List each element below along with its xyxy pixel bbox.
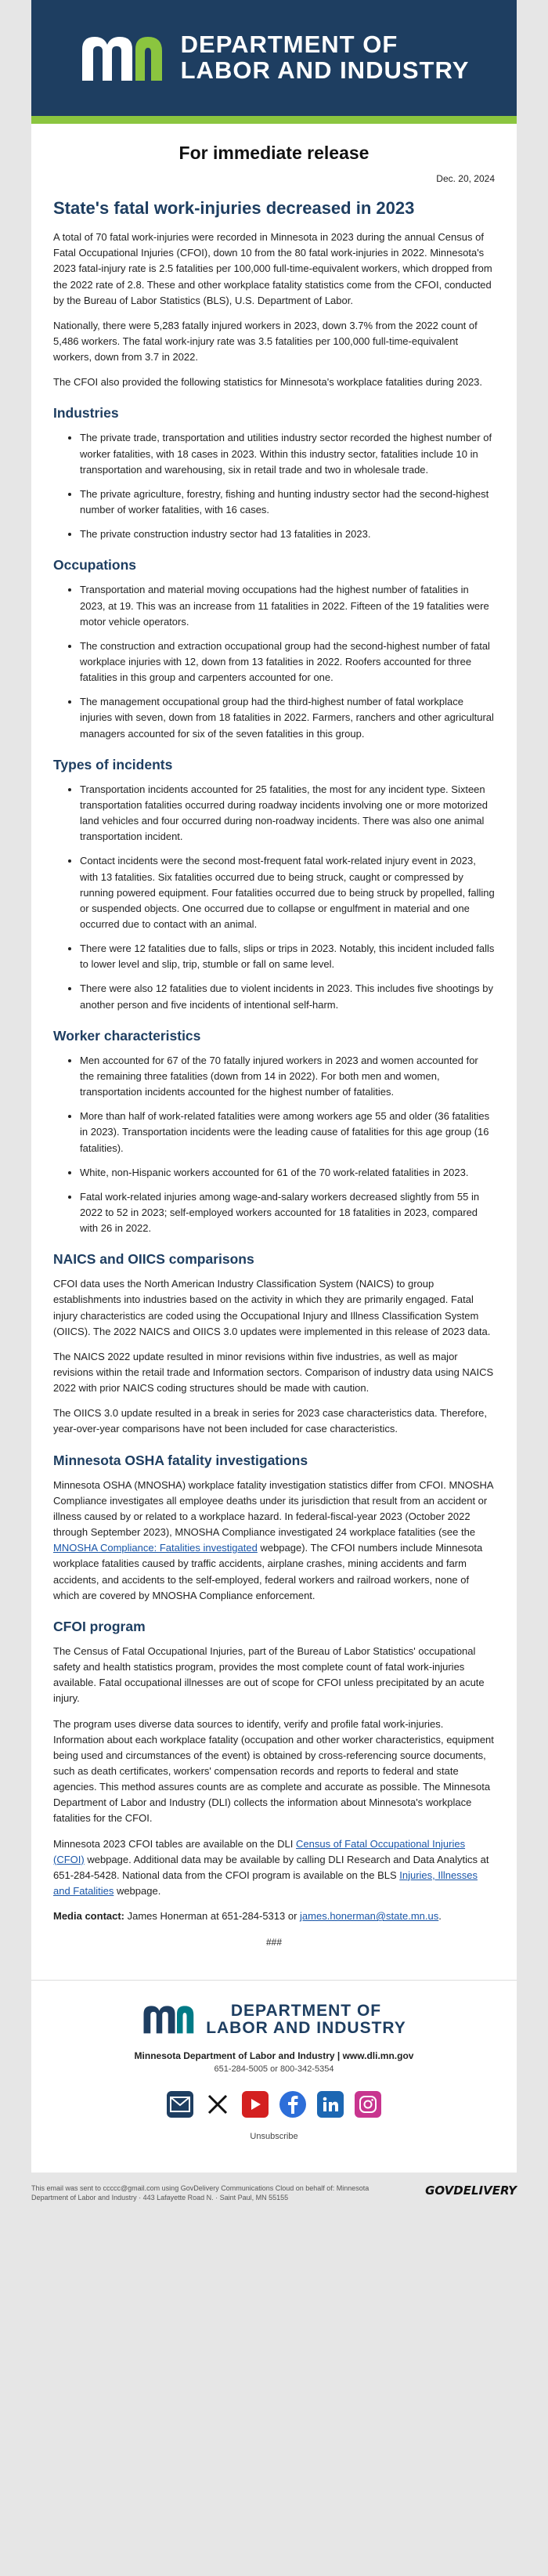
media-contact-label: Media contact: xyxy=(53,1910,125,1923)
list-item: • The private construction industry sector had 13 fatalities in 2023. xyxy=(80,526,495,542)
mnosha-fatalities-link[interactable]: MNOSHA Compliance: Fatalities investigated xyxy=(53,1542,258,1554)
footer-logo-line2: LABOR AND INDUSTRY xyxy=(206,2019,406,2038)
section-heading-osha: Minnesota OSHA fatality investigations xyxy=(53,1452,308,1468)
list-item: • The construction and extraction occupational group had the second-highest number of fatal workplace injuries with 12, down from 13 fatalities in 2022. Roofers accounted for three fatalities in this group and carpenters accounted for one. xyxy=(80,639,495,686)
section-heading-occupations: Occupations xyxy=(53,557,136,573)
workers-list xyxy=(53,1053,495,1236)
contact-email-link[interactable]: james.honerman@state.mn.us xyxy=(300,1910,439,1923)
disclaimer-text: This email was sent to ccccc@gmail.com using GovDelivery Communications Cloud on behalf of: Minnesota Department of Labor and Industry · 443 Lafayette Road N. · Saint Paul, MN 55155 xyxy=(31,2183,370,2202)
end-marker: ### xyxy=(265,1937,283,1948)
section-heading-incidents: Types of incidents xyxy=(53,756,173,772)
linkedin-icon[interactable] xyxy=(317,2091,344,2118)
footer-phone: 651-284-5005 or 800-342-5354 xyxy=(214,2064,334,2074)
cfoi-text: Minnesota 2023 CFOI tables are available on the DLI xyxy=(53,1837,297,1850)
section-heading-naics: NAICS and OIICS comparisons xyxy=(53,1251,254,1268)
list-item: • Fatal work-related injuries among wage-and-salary workers decreased slightly from 55 in 2022 to 52 in 2023; self-employed workers accounted for 18 fatalities in 2023, compared with 26 in 2022. xyxy=(80,1189,495,1236)
naics-paragraph: CFOI data uses the North American Industry Classification System (NAICS) to group establishments into industries based on the activity in which they are primarily engaged. Fatal injury characteristics are coded using the Occupational Injury and Illness Classification System (OIICS). The 2022 NAICS and OIICS 3.0 updates were implemented in this release of 2023 data. xyxy=(53,1278,491,1337)
naics-paragraph: The NAICS 2022 update resulted in minor revisions within five industries, as well as major revisions within the retail trade and Information sectors. Comparison of industry data using NAICS 2022 with prior NAICS coding structures should be made with caution. xyxy=(53,1350,494,1395)
green-accent-bar xyxy=(31,116,517,124)
list-item: • The private agriculture, forestry, fishing and hunting industry sector had the second-highest number of worker fatalities, with 16 cases. xyxy=(80,487,495,518)
logo-line2: LABOR AND INDUSTRY xyxy=(180,56,470,84)
occupations-list xyxy=(53,582,495,741)
list-item: • White, non-Hispanic workers accounted for 61 of the 70 work-related fatalities in 2023. xyxy=(80,1165,495,1181)
section-heading-workers: Worker characteristics xyxy=(53,1027,201,1044)
osha-text: Minnesota OSHA (MNOSHA) workplace fatality investigation statistics differ from CFOI. MNOSHA Compliance investigates all employee deaths under its jurisdiction that result from an accident or illness caused by or related to a workplace hazard. In federal-fiscal-year 2023 (October 2022 through September 2023), MNOSHA Compliance investigated 24 workplace fatalities (see the xyxy=(53,1478,493,1539)
govdelivery-bar xyxy=(31,2173,517,2210)
header-logo-text xyxy=(181,32,470,83)
intro-paragraph: The CFOI also provided the following statistics for Minnesota's workplace fatalities during 2023. xyxy=(53,376,483,389)
social-links xyxy=(31,2091,517,2118)
email-icon[interactable] xyxy=(167,2091,193,2118)
cfoi-text: webpage. Additional data may be available by calling DLI Research and Data Analytics at 651-284-5428. National data from the CFOI program is available on the BLS xyxy=(53,1853,489,1881)
footer-logo[interactable] xyxy=(31,2001,517,2039)
cfoi-text: webpage. xyxy=(114,1884,161,1897)
email-container xyxy=(31,0,517,2173)
footer xyxy=(31,1980,517,2173)
footer-logo-text xyxy=(206,2003,406,2037)
list-item: • Men accounted for 67 of the 70 fatally injured workers in 2023 and women accounted for the remaining three fatalities (down from 14 in 2022). For both men and women, transportation incidents accounted for the highest number of fatalities. xyxy=(80,1053,495,1100)
footer-logo-line1: DEPARTMENT OF xyxy=(230,2002,382,2021)
media-contact-end: . xyxy=(438,1910,442,1923)
header-banner xyxy=(31,0,517,116)
osha-paragraph xyxy=(53,1478,495,1604)
list-item: • The management occupational group had the third-highest number of fatal workplace injuries with seven, down from 18 fatalities in 2022. Farmers, ranchers and other agricultural managers accounted for six of the seven fatalities in this group. xyxy=(80,694,495,741)
article-body xyxy=(31,195,517,1980)
media-contact-text: James Honerman at 651-284-5313 or xyxy=(124,1910,301,1923)
footer-org: Minnesota Department of Labor and Industry | www.dli.mn.gov xyxy=(134,2050,414,2061)
x-icon[interactable] xyxy=(204,2091,231,2118)
cfoi-webpage-link[interactable]: Census of Fatal Occupational Injuries (CFOI) xyxy=(53,1837,466,1865)
logo-line1: DEPARTMENT OF xyxy=(180,31,398,59)
footer-mn-logo-icon xyxy=(142,2001,196,2039)
cfoi-paragraph: The program uses diverse data sources to identify, verify and profile fatal work-injuries. Information about each workplace fatality (occupation and other worker characteristics, equipment being used and circumstances of the event) is obtained by cross-referencing source documents, such as death certificates, workers' compensation records and reports to federal and state agencies. This method assures counts are as complete and accurate as possible. The Minnesota Department of Labor and Industry (DLI) collects the information about Minnesota's workplace fatalities for the CFOI. xyxy=(53,1717,494,1825)
industries-list xyxy=(53,430,495,542)
list-item: • There were also 12 fatalities due to violent incidents in 2023. This includes five shootings by another person and five incidents of intentional self-harm. xyxy=(80,981,495,1012)
intro-paragraph: A total of 70 fatal work-injuries were recorded in Minnesota in 2023 during the annual Census of Fatal Occupational Injuries (CFOI), down 10 from the 80 fatal work-injuries in 2022. Minnesota's 2023 fatal-injury rate is 2.5 fatalities per 100,000 full-time-equivalent workers, which dropped from the 2022 rate of 2.8. These and other workplace fatality statistics come from the CFOI, conducted by the Bureau of Labor Statistics (BLS), U.S. Department of Labor. xyxy=(53,231,492,306)
list-item: • The private trade, transportation and utilities industry sector recorded the highest number of worker fatalities, with 18 cases in 2023. Within this industry sector, fatalities include 10 in transportation and warehousing, six in retail trade and two in wholesale trade. xyxy=(80,430,495,477)
naics-paragraph: The OIICS 3.0 update resulted in a break in series for 2023 case characteristics data. Therefore, year-over-year comparisons have not been included for case characteristics. xyxy=(53,1407,487,1435)
release-label: For immediate release xyxy=(178,143,370,163)
section-heading-industries: Industries xyxy=(53,405,119,421)
article-title: State's fatal work-injuries decreased in 2023 xyxy=(53,198,415,218)
list-item: • More than half of work-related fatalities were among workers age 55 and older (36 fatalities in 2023). Transportation incidents were the leading cause of fatalities for this age group (16 fatalities). xyxy=(80,1109,495,1156)
incidents-list xyxy=(53,782,495,1013)
section-heading-cfoi: CFOI program xyxy=(53,1618,146,1634)
cfoi-paragraph: The Census of Fatal Occupational Injuries, part of the Bureau of Labor Statistics' occupational safety and health statistics program, provides the most complete count of fatal work-injuries available. Fatal occupational illnesses are out of scope for CFOI unless precipitated by an acute injury. xyxy=(53,1644,485,1705)
intro-paragraph: Nationally, there were 5,283 fatally injured workers in 2023, down 3.7% from the 2022 count of 5,486 workers. The fatal work-injury rate was 3.5 fatalities per 100,000 full-time-equivalent workers, down from 3.7 in 2022. xyxy=(53,319,478,364)
instagram-icon[interactable] xyxy=(355,2091,381,2118)
bls-iif-link[interactable]: Injuries, Illnesses and Fatalities xyxy=(53,1869,478,1897)
list-item: • Contact incidents were the second most-frequent fatal work-related injury event in 2023, with 13 fatalities. Six fatalities occurred due to being struck, caught or compressed by running powered equipment. Four fatalities occurred due to being struck by propelled, falling or suspended objects. One occurred due to collapse or engulfment in material and one occurred due to contact with an animal. xyxy=(80,853,495,932)
mn-logo-icon[interactable] xyxy=(79,29,167,88)
list-item: • There were 12 fatalities due to falls, slips or trips in 2023. Notably, this incident included falls to lower level and slip, trip, stumble or fall on same level. xyxy=(80,941,495,972)
release-date: Dec. 20, 2024 xyxy=(436,173,495,184)
govdelivery-logo[interactable]: GOVDELIVERY xyxy=(425,2183,517,2198)
unsubscribe-link[interactable]: Unsubscribe xyxy=(250,2131,298,2141)
cfoi-tables-paragraph xyxy=(53,1836,495,1900)
facebook-icon[interactable] xyxy=(279,2091,306,2118)
media-contact xyxy=(53,1908,495,1924)
list-item: • Transportation and material moving occupations had the highest number of fatalities in 2023, at 19. This was an increase from 11 fatalities in 2022. Fifteen of the 19 fatalities were motor vehicle operators. xyxy=(80,582,495,629)
list-item: • Transportation incidents accounted for 25 fatalities, the most for any incident type. Sixteen transportation fatalities occurred during roadway incidents involving one or more motorized land vehicles and four occurred during non-roadway incidents. There was also one animal transportation incident. xyxy=(80,782,495,845)
osha-text: webpage). The CFOI numbers include Minnesota workplace fatalities caused by traffic accidents, airplane crashes, mining accidents and farm accidents, and accidents to the self-employed, federal workers and railroad workers, none of which are covered by MNOSHA Compliance enforcement. xyxy=(53,1542,483,1601)
youtube-icon[interactable] xyxy=(242,2091,269,2118)
